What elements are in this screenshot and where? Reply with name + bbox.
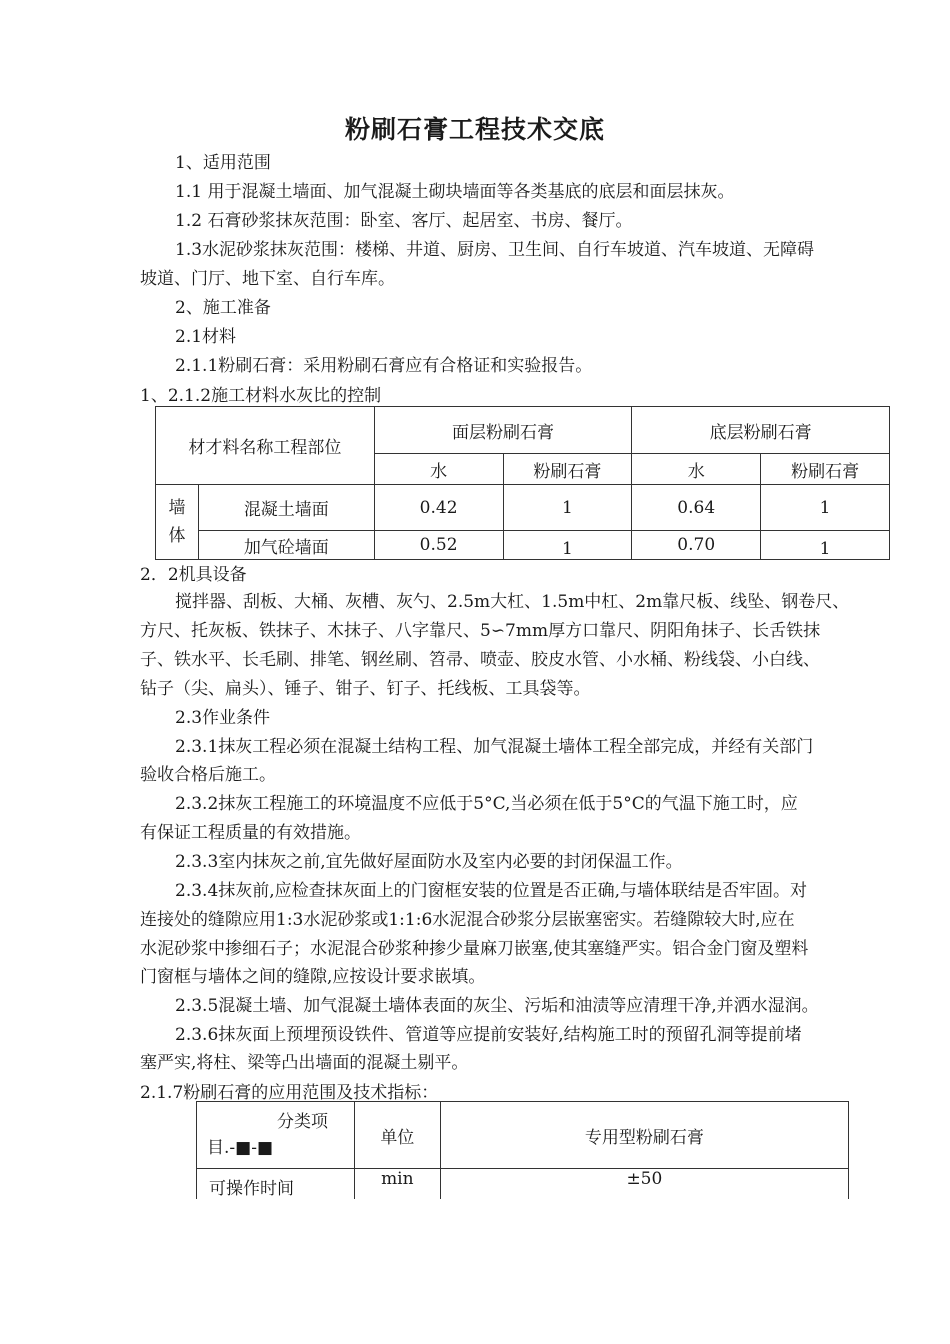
water-ratio-table [155, 406, 890, 560]
section-heading: 2.1.7粉刷石膏的应用范围及技术指标： [140, 1083, 439, 1103]
table-cell: 0.70 [632, 531, 761, 560]
paragraph-line: 钻子（尖、扁头）、锤子、钳子、钉子、托线板、工具袋等。 [140, 679, 591, 699]
table-header-cell: 粉刷石膏 [761, 454, 890, 485]
paragraph-line: 2.3.5混凝土墙、加气混凝土墙体表面的灰尘、污垢和油渍等应清理干净,并洒水湿润。 [175, 996, 819, 1016]
table-header-cell [197, 1102, 355, 1169]
table-cell: 1 [503, 531, 632, 560]
paragraph-line: 2.3.4抹灰前,应检查抹灰面上的门窗框安装的位置是否正确,与墙体联结是否牢固。对 [175, 881, 808, 901]
section-heading: 2.3作业条件 [175, 708, 271, 728]
table-cell: 1 [761, 485, 890, 531]
paragraph-line: 1.3水泥砂浆抹灰范围：楼梯、井道、厨房、卫生间、自行车坡道、汽车坡道、无障碍 [175, 240, 815, 260]
paragraph-line: 塞严实,将柱、梁等凸出墙面的混凝土剔平。 [140, 1053, 469, 1073]
paragraph-line: 坡道、门厅、地下室、自行车库。 [140, 269, 395, 289]
table-cell: 可操作时间 [197, 1169, 355, 1199]
section-heading: 1、适用范围 [175, 153, 271, 173]
table-header-cell: 材才料名称工程部位 [156, 407, 375, 485]
table-cell: 加气砼墙面 [198, 531, 374, 560]
paragraph-line: 水泥砂浆中掺细石子；水泥混合砂浆种掺少量麻刀嵌塞,使其塞缝严实。铝合金门窗及塑料 [140, 939, 809, 959]
table-header-cell: 粉刷石膏 [503, 454, 632, 485]
paragraph-line: 连接处的缝隙应用1:3水泥砂浆或1:1:6水泥混合砂浆分层嵌塞密实。若缝隙较大时,应在 [140, 910, 795, 930]
table-header-cell: 水 [632, 454, 761, 485]
paragraph-line: 验收合格后施工。 [140, 765, 276, 785]
table-header-cell: 水 [374, 454, 503, 485]
table-header-cell: 单位 [354, 1102, 440, 1169]
paragraph-line: 2.3.6抹灰面上预埋预设铁件、管道等应提前安装好,结构施工时的预留孔洞等提前堵 [175, 1025, 802, 1045]
paragraph-line: 2.3.2抹灰工程施工的环境温度不应低于5°C,当必须在低于5°C的气温下施工时，应 [175, 794, 798, 814]
section-heading: 2、施工准备 [175, 298, 271, 318]
paragraph-line: 门窗框与墙体之间的缝隙,应按设计要求嵌填。 [140, 967, 486, 987]
table-cell: 1 [761, 531, 890, 560]
table-cell: 0.64 [632, 485, 761, 531]
paragraph-line: 方尺、托灰板、铁抹子、木抹子、八字靠尺、5∽7mm厚方口靠尺、阴阳角抹子、长舌铁抹 [140, 621, 821, 641]
paragraph-line: 有保证工程质量的有效措施。 [140, 823, 361, 843]
section-heading: 2．2机具设备 [140, 565, 247, 585]
paragraph-line: 1.1 用于混凝土墙面、加气混凝土砌块墙面等各类基底的底层和面层抹灰。 [175, 182, 735, 202]
table-row-label: 墙 体 [156, 485, 199, 560]
table-header-line: 目.-■-■ [207, 1138, 274, 1158]
paragraph-line: 2.3.1抹灰工程必须在混凝土结构工程、加气混凝土墙体工程全部完成，并经有关部门 [175, 737, 814, 757]
table-header-cell: 底层粉刷石膏 [632, 407, 890, 454]
gypsum-spec-table [196, 1101, 849, 1199]
table-header-cell: 专用型粉刷石膏 [440, 1102, 848, 1169]
section-heading: 1、2.1.2施工材料水灰比的控制 [140, 386, 382, 406]
paragraph-line: 2.1.1粉刷石膏：采用粉刷石膏应有合格证和实验报告。 [175, 356, 593, 376]
document-title: 粉刷石膏工程技术交底 [344, 115, 605, 144]
table-header-line: 分类项 [277, 1112, 328, 1132]
paragraph-line: 搅拌器、刮板、大桶、灰槽、灰勺、2.5m大杠、1.5m中杠、2m靠尺板、线坠、钢卷尺、 [175, 592, 850, 612]
paragraph-line: 1.2 石膏砂浆抹灰范围：卧室、客厅、起居室、书房、餐厅。 [175, 211, 633, 231]
table-cell: 1 [503, 485, 632, 531]
table-cell: 0.52 [374, 531, 503, 560]
table-header-cell: 面层粉刷石膏 [374, 407, 632, 454]
paragraph-line: 子、铁水平、长毛刷、排笔、钢丝刷、笤帚、喷壶、胶皮水管、小水桶、粉线袋、小白线、 [140, 650, 820, 670]
table-cell: ±50 [440, 1169, 848, 1199]
table-cell: 0.42 [374, 485, 503, 531]
table-cell: 混凝土墙面 [198, 485, 374, 531]
table-cell: min [354, 1169, 440, 1199]
section-heading: 2.1材料 [175, 327, 237, 347]
paragraph-line: 2.3.3室内抹灰之前,宜先做好屋面防水及室内必要的封闭保温工作。 [175, 852, 683, 872]
